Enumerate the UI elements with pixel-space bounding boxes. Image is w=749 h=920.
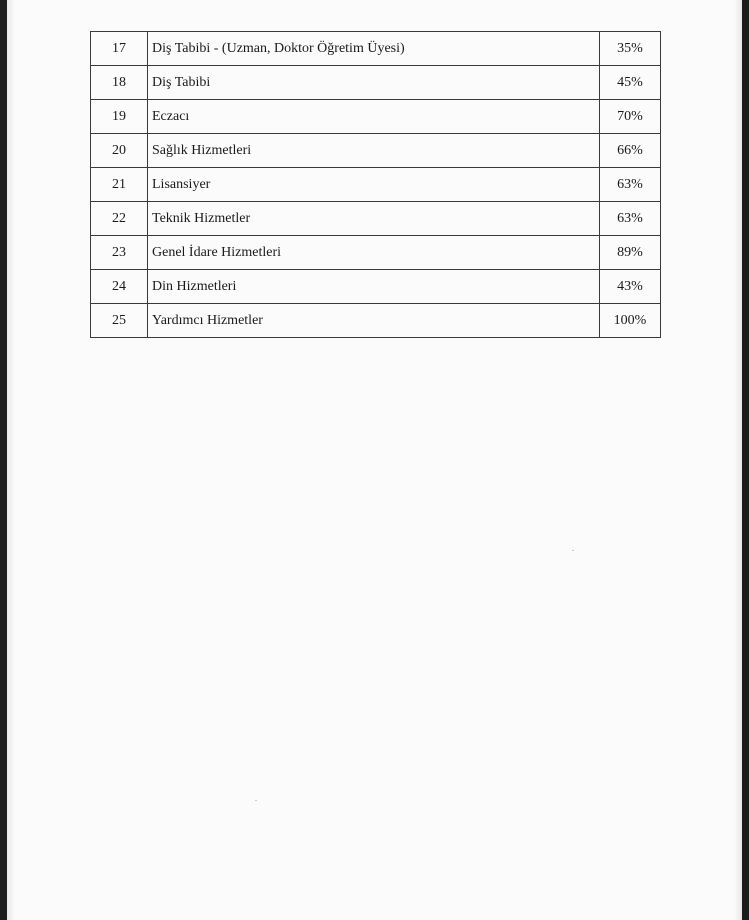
row-number: 19 <box>91 100 148 134</box>
document-page <box>7 0 742 920</box>
table-row <box>91 100 661 134</box>
row-rate: 66% <box>600 134 661 168</box>
row-rate: 100% <box>600 304 661 338</box>
row-number: 20 <box>91 134 148 168</box>
row-number: 17 <box>91 32 148 66</box>
row-title: Lisansiyer <box>148 168 600 202</box>
row-title: Genel İdare Hizmetleri <box>148 236 600 270</box>
table-row <box>91 32 661 66</box>
table-row <box>91 168 661 202</box>
table-row <box>91 202 661 236</box>
page-edge-shadow-left <box>7 0 15 920</box>
row-title: Sağlık Hizmetleri <box>148 134 600 168</box>
row-number: 25 <box>91 304 148 338</box>
row-rate: 45% <box>600 66 661 100</box>
table-row <box>91 270 661 304</box>
row-rate: 63% <box>600 202 661 236</box>
row-title: Diş Tabibi <box>148 66 600 100</box>
row-number: 24 <box>91 270 148 304</box>
row-rate: 70% <box>600 100 661 134</box>
row-number: 23 <box>91 236 148 270</box>
row-rate: 35% <box>600 32 661 66</box>
row-title: Diş Tabibi - (Uzman, Doktor Öğretim Üyesi) <box>148 32 600 66</box>
staff-rate-table <box>90 31 661 338</box>
scan-speck <box>255 800 257 801</box>
table-row <box>91 134 661 168</box>
page-edge-shadow-right <box>734 0 742 920</box>
table-row <box>91 66 661 100</box>
row-rate: 89% <box>600 236 661 270</box>
row-title: Din Hizmetleri <box>148 270 600 304</box>
row-rate: 43% <box>600 270 661 304</box>
row-number: 21 <box>91 168 148 202</box>
row-title: Yardımcı Hizmetler <box>148 304 600 338</box>
table-row <box>91 236 661 270</box>
scan-speck <box>572 550 574 551</box>
row-title: Teknik Hizmetler <box>148 202 600 236</box>
row-number: 18 <box>91 66 148 100</box>
table-row <box>91 304 661 338</box>
row-number: 22 <box>91 202 148 236</box>
row-rate: 63% <box>600 168 661 202</box>
row-title: Eczacı <box>148 100 600 134</box>
